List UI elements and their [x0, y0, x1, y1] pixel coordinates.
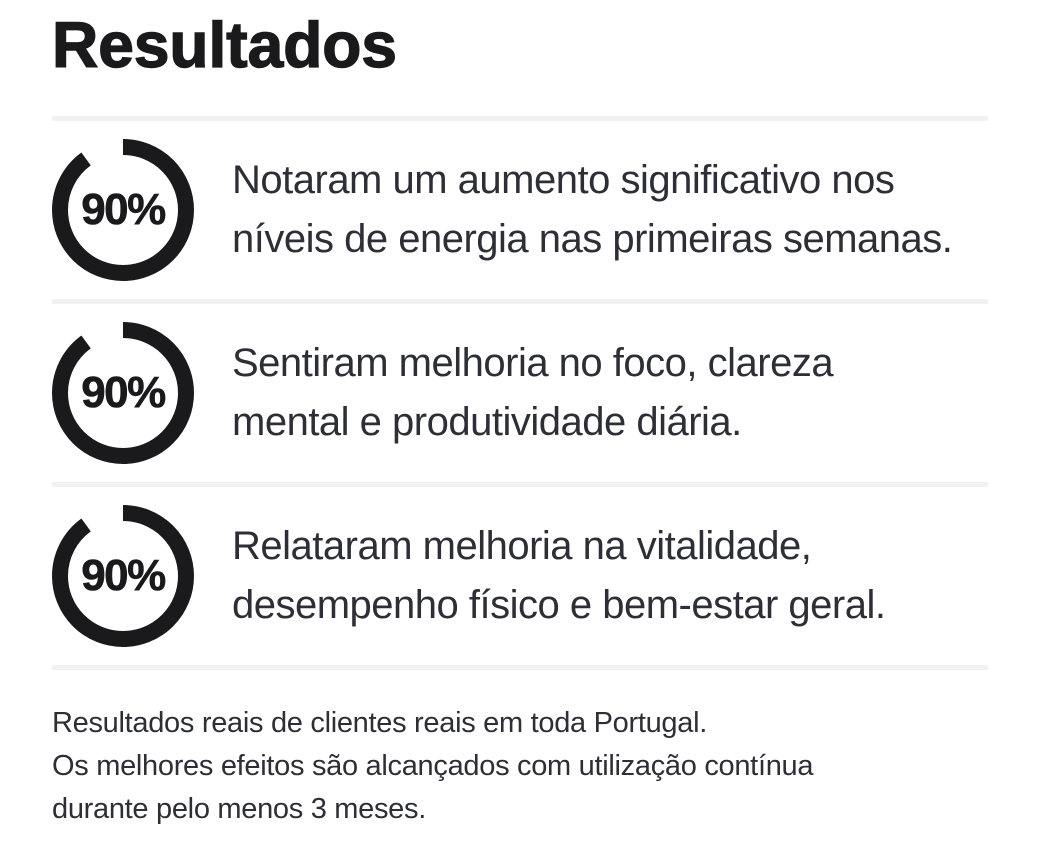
stat-row-energy: [52, 139, 988, 281]
footnote-line: durante pelo menos 3 meses.: [52, 793, 426, 825]
percent-label: 90%: [81, 185, 165, 234]
percent-label: 90%: [81, 368, 165, 417]
stat-description-line: mental e produtividade diária.: [232, 400, 742, 444]
stat-description-line: Sentiram melhoria no foco, clareza: [232, 341, 834, 385]
stat-description-line: desempenho físico e bem-estar geral.: [232, 583, 886, 627]
footnote-line: Os melhores efeitos são alcançados com utilização contínua: [52, 750, 814, 782]
stat-row-focus: [52, 322, 988, 464]
stat-description-line: Notaram um aumento significativo nos: [232, 158, 895, 202]
divider: [52, 116, 988, 121]
divider: [52, 665, 988, 670]
stat-description: [232, 151, 952, 269]
percent-label: 90%: [81, 551, 165, 600]
divider: [52, 299, 988, 304]
page-title: Resultados: [52, 9, 397, 81]
results-footnote: [52, 702, 988, 831]
progress-ring: [52, 322, 194, 464]
stat-description: [232, 334, 833, 452]
progress-ring: [52, 505, 194, 647]
divider: [52, 482, 988, 487]
stat-row-vitality: [52, 505, 988, 647]
footnote-line: Resultados reais de clientes reais em toda Portugal.: [52, 707, 707, 739]
progress-ring: [52, 139, 194, 281]
stat-description-line: Relataram melhoria na vitalidade,: [232, 524, 812, 568]
stat-description-line: níveis de energia nas primeiras semanas.: [232, 217, 953, 261]
stat-description: [232, 517, 885, 635]
